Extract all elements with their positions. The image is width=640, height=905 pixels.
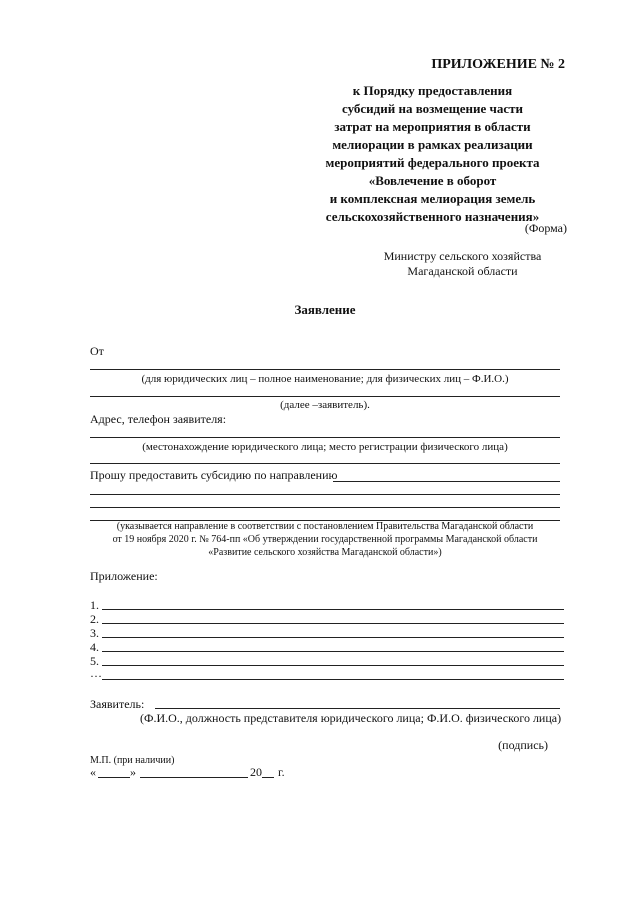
from-hint: (для юридических лиц – полное наименование; для физических лиц – Ф.И.О.) (141, 373, 509, 385)
date-year-prefix: 20 (250, 765, 262, 779)
from-line[interactable] (90, 369, 560, 370)
address-line[interactable] (90, 437, 560, 438)
document-title: Заявление (294, 302, 356, 317)
appendix-line: и комплексная мелиорация земель (329, 191, 536, 206)
applicant-hint: (далее –заявитель). (280, 399, 370, 411)
appendix-line: «Вовлечение в оборот (368, 173, 497, 188)
attachment-line[interactable] (102, 623, 564, 624)
appendix-subtitle (300, 82, 565, 226)
direction-hint-2: от 19 ноября 2020 г. № 764-пп «Об утверждении государственной программы Магаданской области (112, 534, 538, 545)
direction-hint-3: «Развитие сельского хозяйства Магаданской области») (208, 547, 442, 558)
attachment-line[interactable] (102, 609, 564, 610)
date-year-line[interactable] (262, 777, 274, 778)
attachment-number: 5. (90, 654, 99, 668)
from-label: От (90, 344, 104, 358)
date-day-line[interactable] (98, 777, 130, 778)
attachment-number: 1. (90, 598, 99, 612)
appendix-title: ПРИЛОЖЕНИЕ № 2 (431, 57, 565, 72)
attachment-line[interactable] (102, 651, 564, 652)
request-line[interactable] (333, 481, 560, 482)
attachment-number: 2. (90, 612, 99, 626)
attachment-number: … (90, 666, 102, 680)
attachment-number: 4. (90, 640, 99, 654)
date-month-line[interactable] (140, 777, 248, 778)
address-hint: (местонахождение юридического лица; место регистрации физического лица) (142, 441, 508, 453)
address-label: Адрес, телефон заявителя: (90, 412, 227, 426)
appendix-line: субсидий на возмещение части (341, 101, 524, 116)
addressee-line-1: Министру сельского хозяйства (383, 249, 542, 263)
date-open-quote: « (90, 765, 96, 779)
request-label: Прошу предоставить субсидию по направлению (90, 468, 338, 482)
from-line-2[interactable] (90, 396, 560, 397)
attachment-number: 3. (90, 626, 99, 640)
signature-hint: (подпись) (498, 738, 548, 752)
direction-hint-1: (указывается направление в соответствии с постановлением Правительства Магаданской области (116, 521, 534, 532)
date-year-suffix: г. (278, 765, 285, 779)
request-line-3[interactable] (90, 507, 560, 508)
request-line-2[interactable] (90, 494, 560, 495)
appendix-line: мелиорации в рамках реализации (332, 137, 533, 152)
form-label: (Форма) (524, 221, 567, 235)
date-close-quote: » (130, 765, 136, 779)
appendix-line: затрат на мероприятия в области (334, 119, 531, 134)
appendix-line: мероприятий федерального проекта (325, 155, 540, 170)
stamp-label: М.П. (при наличии) (90, 755, 175, 766)
attachments-label: Приложение: (90, 569, 158, 583)
appendix-line: сельскохозяйственного назначения» (325, 209, 540, 224)
attachment-line[interactable] (102, 665, 564, 666)
appendix-line: к Порядку предоставления (352, 83, 513, 98)
applicant-sign-label: Заявитель: (90, 697, 145, 711)
attachment-line[interactable] (102, 679, 564, 680)
address-line-2[interactable] (90, 463, 560, 464)
addressee-line-2: Магаданской области (407, 264, 518, 278)
attachment-line[interactable] (102, 637, 564, 638)
applicant-sign-line[interactable] (155, 708, 560, 709)
applicant-sign-hint: (Ф.И.О., должность представителя юридического лица; Ф.И.О. физического лица) (140, 711, 562, 725)
